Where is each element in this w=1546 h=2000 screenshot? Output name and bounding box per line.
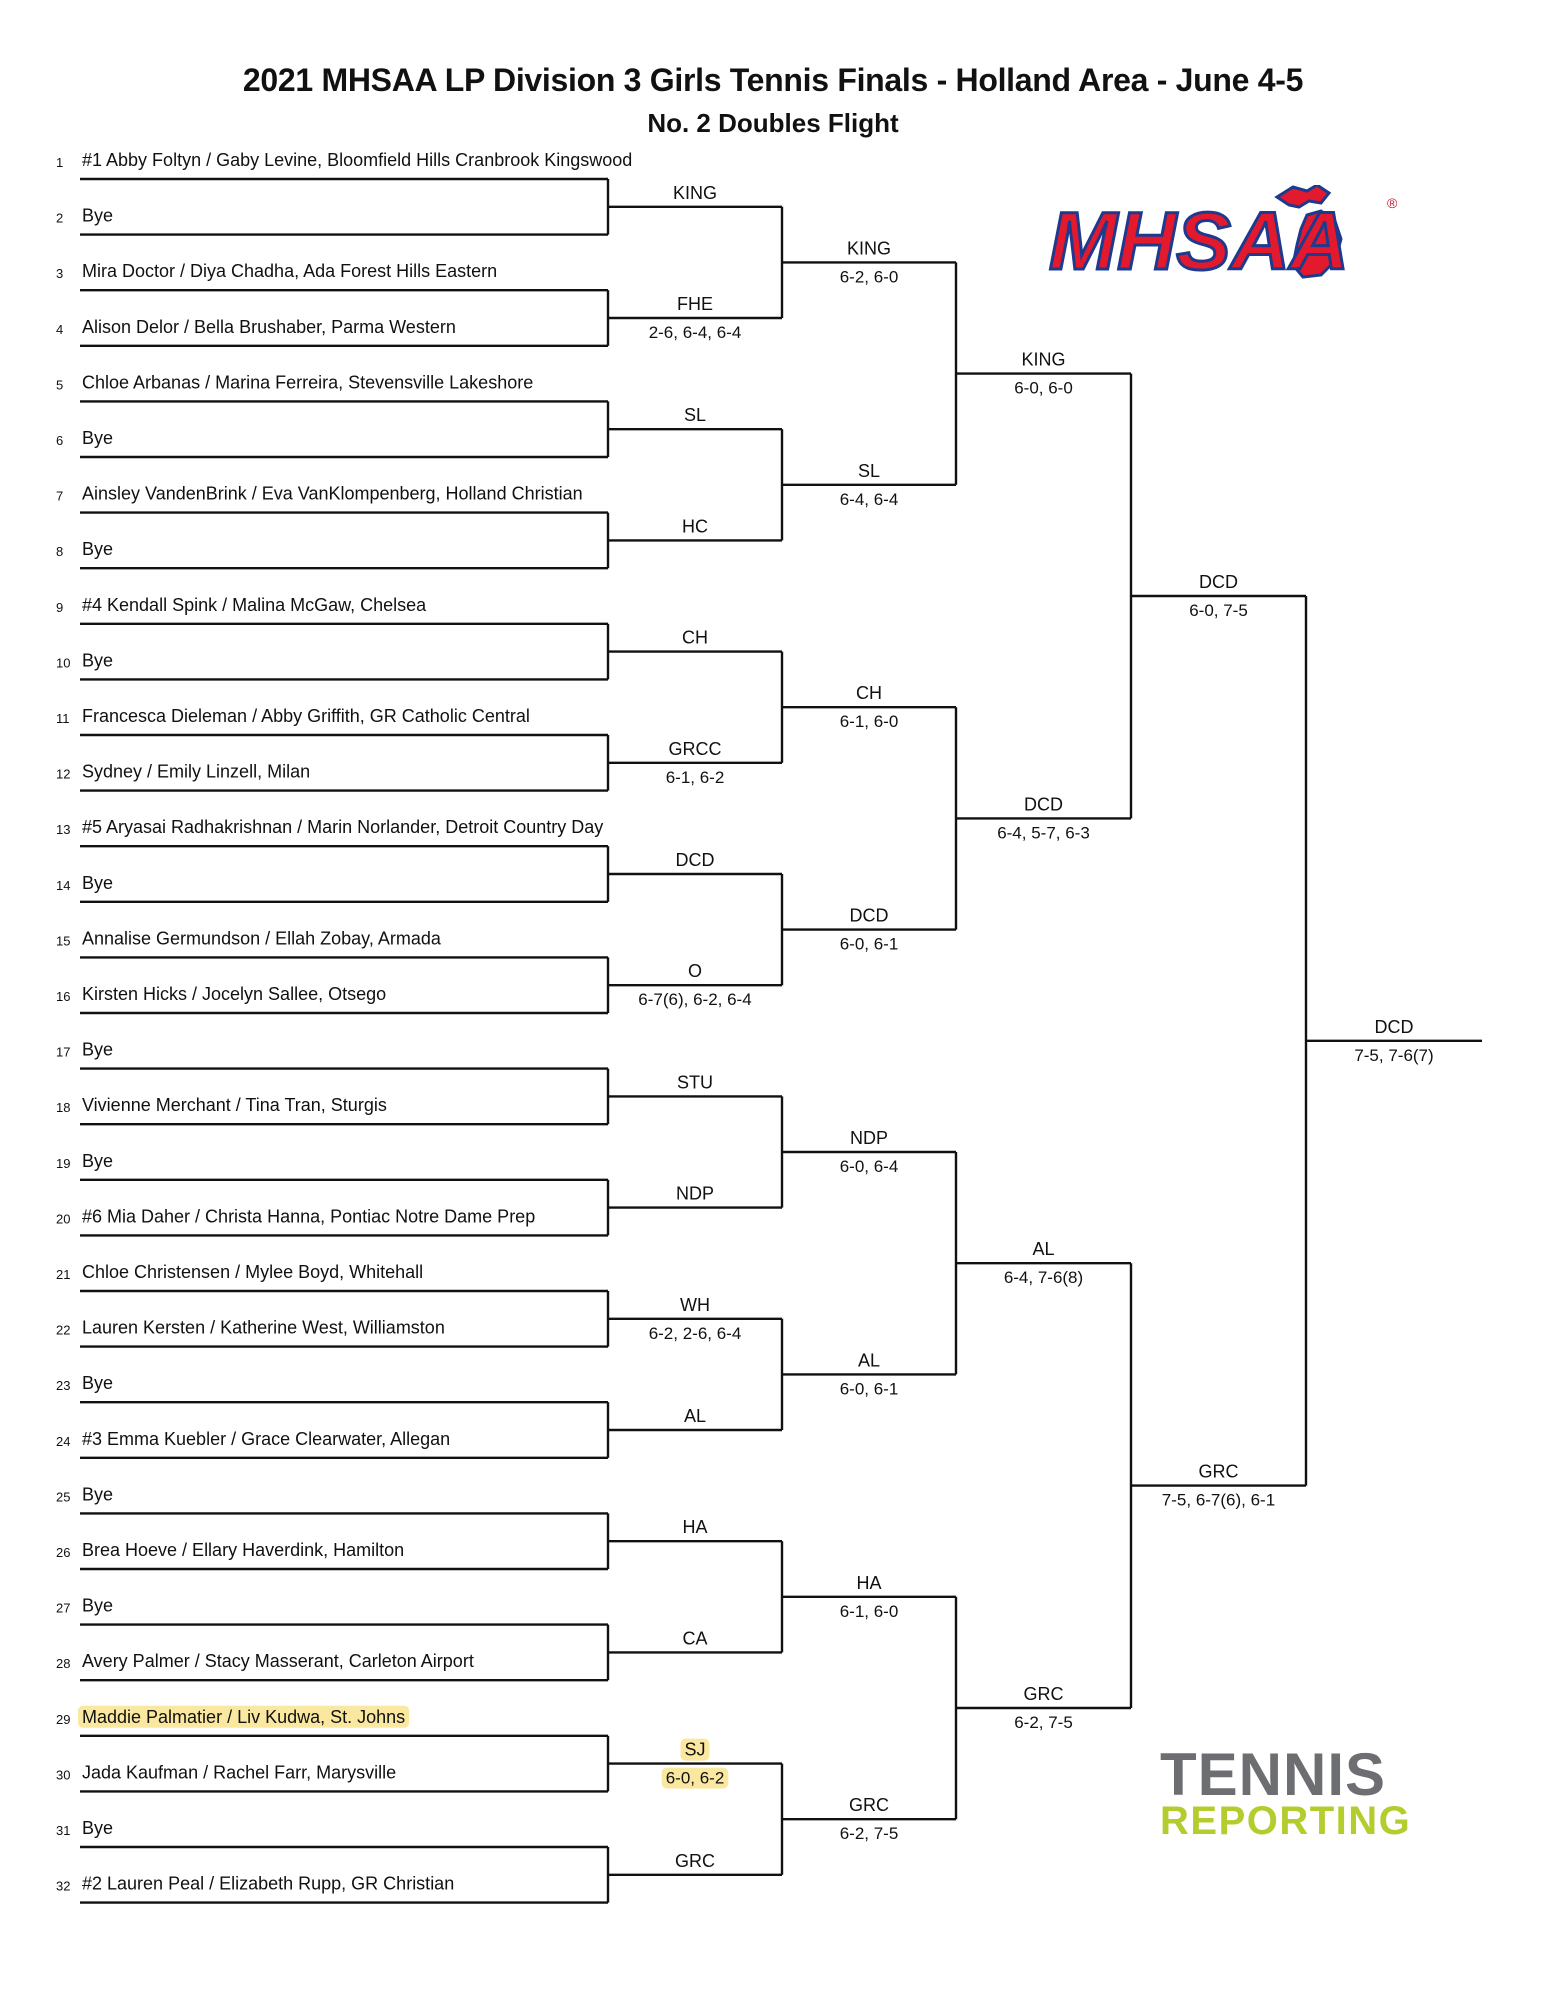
match-winner: SL [683,405,707,426]
match-winner: STU [677,1072,713,1093]
match-score: 6-0, 6-1 [839,934,899,954]
entry-number: 29 [56,1711,71,1727]
entry-name: Alison Delor / Bella Brushaber, Parma Western [82,316,456,337]
match-winner: CA [682,1628,708,1649]
mhsaa-logo [1045,185,1385,285]
entry-name: Brea Hoeve / Ellary Haverdink, Hamilton [82,1540,405,1560]
match-winner: KING [672,182,718,203]
entry-number: 12 [56,766,71,782]
tennis-logo-word: TENNIS [1160,1741,1387,1808]
match-winner: FHE [677,294,713,314]
entry-number: 9 [56,599,64,615]
entry-name: Kirsten Hicks / Jocelyn Sallee, Otsego [82,984,387,1004]
mhsaa-logo-text: MHSAA [1049,196,1349,285]
match-winner: DCD [1199,572,1238,592]
entry-name: Sydney / Emily Linzell, Milan [82,761,311,782]
match-score: 6-2, 2-6, 6-4 [648,1323,742,1343]
match-winner: CH [856,683,882,704]
entry-number: 28 [56,1656,71,1672]
entry-number: 14 [56,877,71,893]
match-winner: AL [1032,1239,1055,1260]
match-winner: DCD [675,850,715,870]
match-score: 7-5, 7-6(7) [1354,1045,1434,1065]
entry-name: Bye [82,872,114,893]
entry-number: 31 [56,1823,71,1838]
entry-name: Lauren Kersten / Katherine West, Williamston [82,1317,445,1338]
entry-number: 20 [56,1211,71,1227]
match-winner: GRC [849,1795,889,1816]
match-winner: HA [682,1517,708,1538]
entry-number: 8 [56,544,64,560]
entry-number: 6 [56,433,64,448]
entry-number: 4 [56,321,64,337]
entry-name: Bye [82,1373,114,1394]
entry-number: 13 [56,822,71,838]
entry-number: 32 [56,1878,71,1894]
match-score: 6-0, 6-4 [839,1157,899,1176]
match-winner: SL [857,460,881,481]
entry-name: Mira Doctor / Diya Chadha, Ada Forest Hills Eastern [82,261,498,282]
entry-name: Avery Palmer / Stacy Masserant, Carleton Airport [82,1651,474,1672]
entry-name: #6 Mia Daher / Christa Hanna, Pontiac Notre Dame Prep [82,1206,536,1227]
entry-number: 11 [56,711,70,726]
entry-name: Bye [82,1595,114,1616]
match-score: 7-5, 6-7(6), 6-1 [1161,1490,1276,1510]
match-winner: HC [682,516,708,537]
match-winner: GRCC [668,738,722,759]
entry-number: 27 [56,1600,71,1616]
match-score: 6-4, 6-4 [839,489,899,509]
entry-name: #4 Kendall Spink / Malina McGaw, Chelsea [82,594,427,615]
entry-name: Bye [82,1484,114,1505]
entry-name: Bye [82,428,114,448]
match-winner: KING [1021,349,1066,370]
match-winner: O [687,961,703,982]
entry-name: Bye [82,205,114,226]
entry-name: #5 Aryasai Radhakrishnan / Marin Norlander, Detroit Country Day [82,817,604,838]
entry-name: Ainsley VandenBrink / Eva VanKlompenberg, Holland Christian [82,483,583,504]
match-winner: DCD [1374,1016,1414,1037]
reporting-logo-word: REPORTING [1160,1799,1412,1843]
entry-number: 3 [56,266,64,282]
entry-number: 25 [56,1489,71,1505]
entry-number: 5 [56,377,64,393]
match-score: 6-2, 7-5 [839,1824,899,1844]
entry-number: 2 [56,210,64,226]
match-winner: NDP [849,1128,889,1148]
match-score: 2-6, 6-4, 6-4 [648,323,742,342]
entry-number: 10 [56,655,71,671]
entry-name: Bye [82,650,114,671]
match-score: 6-0, 6-0 [1014,378,1073,398]
entry-number: 17 [56,1044,71,1060]
registered-mark: ® [1387,195,1398,211]
entry-name: #1 Abby Foltyn / Gaby Levine, Bloomfield Hills Cranbrook Kingswood [82,150,633,170]
entry-name: Maddie Palmatier / Liv Kudwa, St. Johns [82,1706,406,1727]
entry-number: 7 [56,488,64,504]
entry-number: 18 [56,1100,71,1116]
match-score: 6-0, 6-2 [665,1768,725,1788]
page-subtitle: No. 2 Doubles Flight [647,108,899,138]
match-winner: GRC [1023,1684,1064,1704]
match-winner: WH [680,1294,710,1315]
page-title: 2021 MHSAA LP Division 3 Girls Tennis Finals - Holland Area - June 4-5 [242,62,1304,98]
entry-name: Annalise Germundson / Ellah Zobay, Armada [82,928,441,949]
match-score: 6-0, 6-1 [839,1379,899,1399]
entry-name: Bye [82,539,114,560]
match-winner: AL [683,1406,707,1426]
tennis-reporting-logo [1160,1741,1412,1843]
entry-number: 26 [56,1545,71,1560]
match-score: 6-1, 6-2 [665,767,725,787]
match-score: 6-4, 7-6(8) [1003,1268,1084,1288]
entry-number: 23 [56,1378,71,1394]
entry-name: Chloe Arbanas / Marina Ferreira, Stevensville Lakeshore [82,372,534,393]
entry-number: 1 [56,155,64,170]
entry-number: 22 [56,1322,71,1338]
entry-number: 30 [56,1767,71,1783]
match-score: 6-7(6), 6-2, 6-4 [638,990,752,1010]
entry-name: Bye [82,1818,114,1838]
entry-name: Jada Kaufman / Rachel Farr, Marysville [82,1762,397,1783]
match-score: 6-2, 6-0 [839,267,899,287]
match-winner: NDP [675,1183,715,1204]
match-winner: KING [846,238,892,259]
match-winner: DCD [849,905,889,926]
entry-name: Francesca Dieleman / Abby Griffith, GR Catholic Central [82,706,530,726]
entry-name: #3 Emma Kuebler / Grace Clearwater, Allegan [82,1428,451,1449]
match-score: 6-2, 7-5 [1014,1713,1073,1732]
match-score: 6-0, 7-5 [1189,601,1248,620]
entry-name: Bye [82,1039,114,1060]
match-winner: GRC [675,1850,715,1871]
entry-number: 24 [56,1433,71,1449]
entry-name: Vivienne Merchant / Tina Tran, Sturgis [82,1095,387,1116]
match-winner: AL [857,1350,881,1371]
match-winner: GRC [1198,1461,1239,1482]
entry-name: Chloe Christensen / Mylee Boyd, Whitehall [82,1262,424,1282]
match-winner: CH [682,627,708,648]
match-winner: DCD [1024,794,1063,815]
entry-number: 19 [56,1155,71,1171]
match-score: 6-1, 6-0 [839,712,899,732]
match-score: 6-1, 6-0 [839,1601,899,1621]
match-winner: HA [856,1572,882,1593]
match-score: 6-4, 5-7, 6-3 [997,823,1090,843]
entry-number: 16 [56,989,71,1004]
entry-number: 21 [56,1267,71,1282]
match-winner: SJ [684,1739,706,1760]
entry-name: Bye [82,1150,114,1171]
entry-number: 15 [56,933,71,949]
entry-name: #2 Lauren Peal / Elizabeth Rupp, GR Christian [82,1873,455,1894]
